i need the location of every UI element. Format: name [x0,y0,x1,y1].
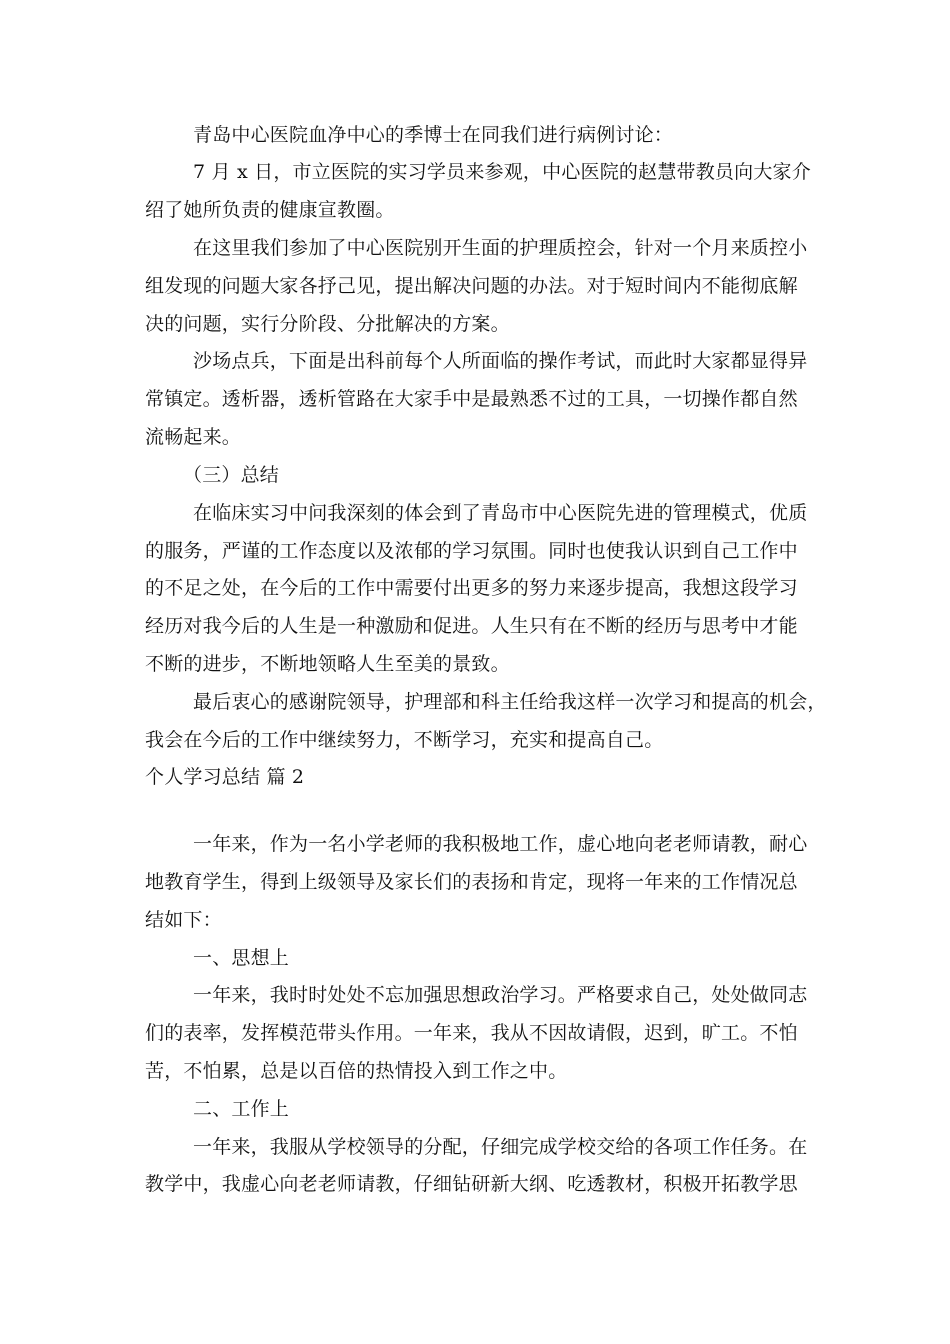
paragraph-line: 苦，不怕累，总是以百倍的热情投入到工作之中。 [145,1060,568,1082]
paragraph-line: 们的表率，发挥模范带头作用。一年来，我从不因故请假，迟到，旷工。不怕 [145,1022,798,1044]
section-heading: 二、工作上 [193,1098,290,1120]
paragraph-line: 经历对我今后的人生是一种激励和促进。人生只有在不断的经历与思考中才能 [145,615,798,637]
paragraph-line: 决的问题，实行分阶段、分批解决的方案。 [145,313,510,335]
paragraph-line: 7 月 x 日，市立医院的实习学员来参观，中心医院的赵慧带教员向大家介 [193,161,811,183]
paragraph-line: 不断的进步，不断地领略人生至美的景致。 [145,653,510,675]
paragraph-line: 流畅起来。 [145,426,242,448]
paragraph-line: 教学中，我虚心向老老师请教，仔细钻研新大纲、吃透教材，积极开拓教学思 [145,1173,798,1195]
section-heading: 一、思想上 [193,947,290,969]
paragraph-line: 我会在今后的工作中继续努力，不断学习，充实和提高自己。 [145,729,664,751]
paragraph-line: 在临床实习中问我深刻的体会到了青岛市中心医院先进的管理模式，优质 [193,502,808,524]
paragraph-line: 一年来，我时时处处不忘加强思想政治学习。严格要求自己，处处做同志 [193,984,808,1006]
paragraph-line: 常镇定。透析器，透析管路在大家手中是最熟悉不过的工具，一切操作都自然 [145,388,798,410]
paragraph-line: 组发现的问题大家各抒己见，提出解决问题的办法。对于短时间内不能彻底解 [145,275,798,297]
article-title: 个人学习总结 篇 2 [145,766,305,788]
paragraph-line: 最后衷心的感谢院领导，护理部和科主任给我这样一次学习和提高的机会， [193,691,827,713]
paragraph-line: 绍了她所负责的健康宣教圈。 [145,199,395,221]
section-heading: （三）总结 [183,464,280,486]
paragraph-line: 一年来，作为一名小学老师的我积极地工作，虚心地向老老师请教，耐心 [193,833,808,855]
paragraph-line: 结如下： [145,909,222,931]
paragraph-line: 一年来，我服从学校领导的分配，仔细完成学校交给的各项工作任务。在 [193,1136,808,1158]
paragraph-line: 在这里我们参加了中心医院别开生面的护理质控会，针对一个月来质控小 [193,237,808,259]
paragraph-line: 地教育学生，得到上级领导及家长们的表扬和肯定，现将一年来的工作情况总 [145,871,798,893]
paragraph-line: 的不足之处，在今后的工作中需要付出更多的努力来逐步提高，我想这段学习 [145,577,798,599]
paragraph-line: 沙场点兵，下面是出科前每个人所面临的操作考试，而此时大家都显得异 [193,350,808,372]
paragraph-line: 青岛中心医院血净中心的季博士在同我们进行病例讨论： [193,124,674,146]
paragraph-line: 的服务，严谨的工作态度以及浓郁的学习氛围。同时也使我认识到自己工作中 [145,540,798,562]
